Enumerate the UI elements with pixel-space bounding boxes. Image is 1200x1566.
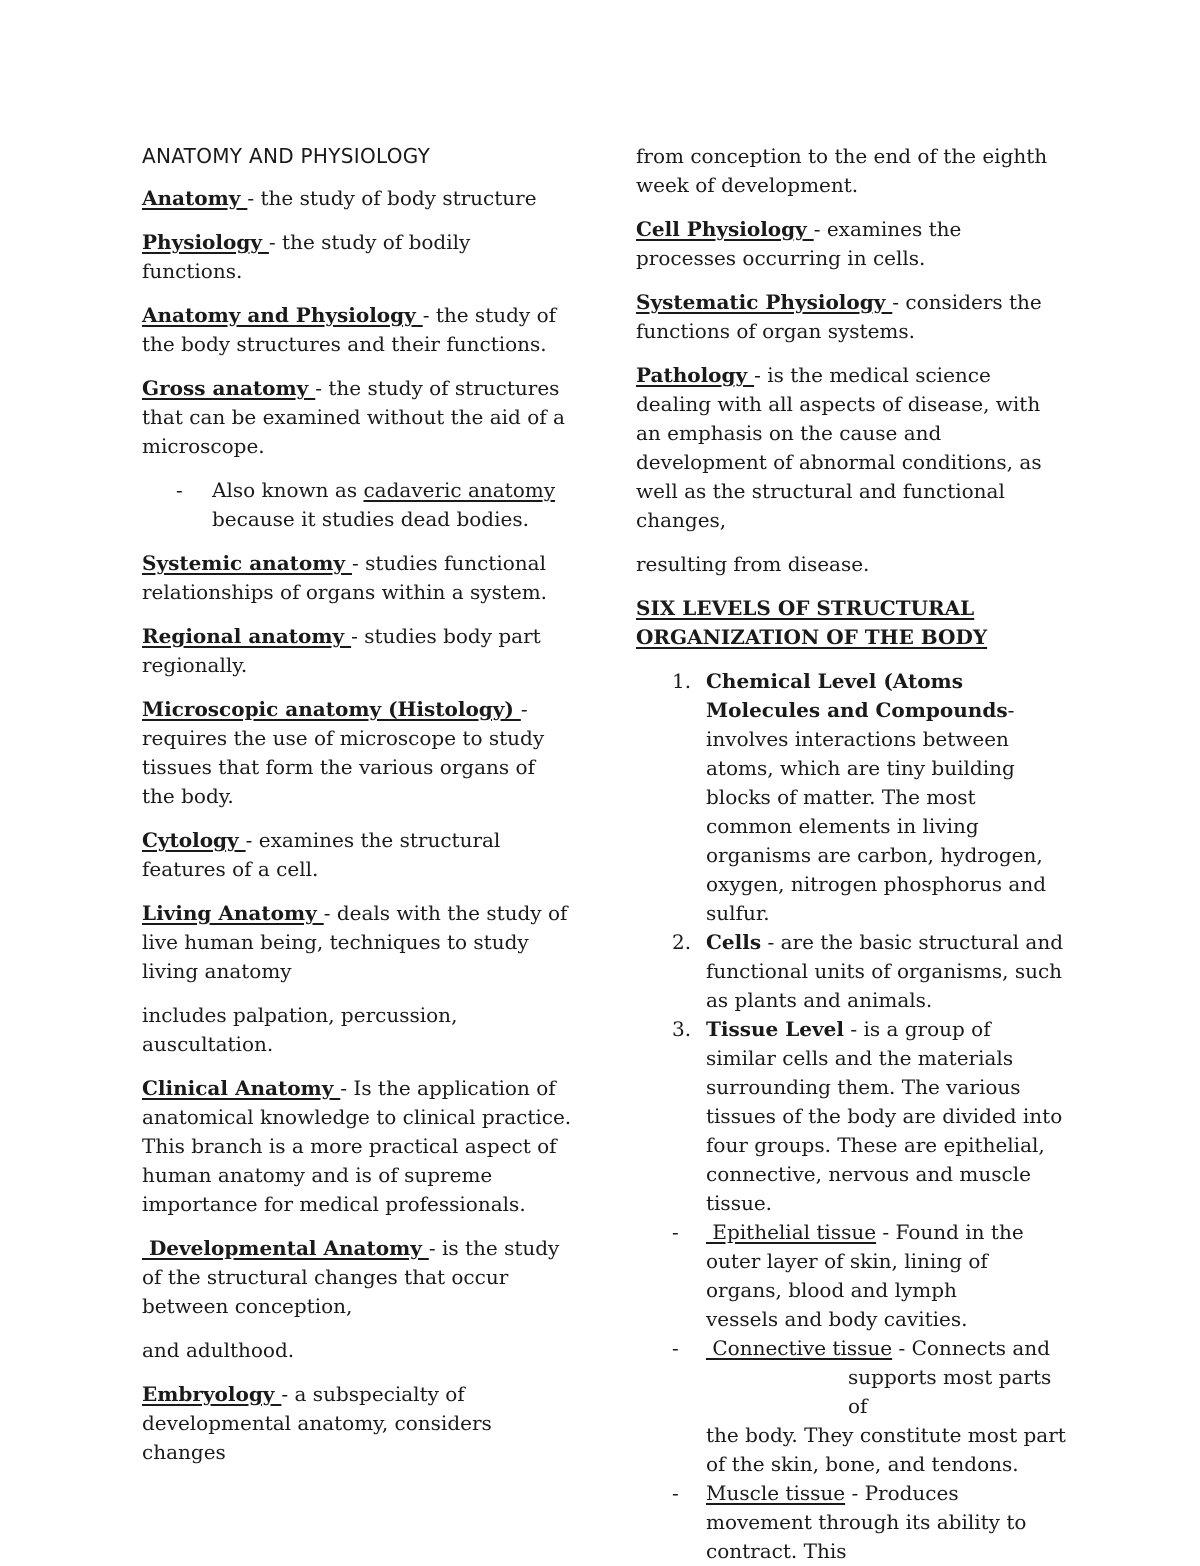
note-text: because it studies dead bodies.	[212, 507, 529, 531]
term: Cytology	[142, 828, 246, 852]
level-definition: - involves interactions between atoms, which are tiny building blocks of matter. The most common elements in living organisms are carbon, hydrogen, oxygen, nitrogen phosphorus and sulfur.	[706, 698, 1047, 925]
definition: - Is the application of anatomical knowledge to clinical practice. This branch is a more practical aspect of human anatomy and is of supreme importance for medical professionals.	[142, 1076, 572, 1216]
level-term: Cells	[706, 930, 762, 954]
dash-bullet: -	[672, 1481, 679, 1505]
left-column	[142, 138, 572, 1482]
term: Cell Physiology	[636, 217, 814, 241]
tissue-definition: - Found in the outer layer of skin, lining of organs, blood and lymph	[706, 1220, 1024, 1302]
dash-bullet: -	[176, 478, 183, 502]
term: Pathology	[636, 363, 755, 387]
def-living-anatomy	[142, 899, 572, 986]
def-physiology	[142, 228, 572, 286]
definition: - the study of structures that can be examined without the aid of a microscope.	[142, 376, 565, 458]
term: Microscopic anatomy (Histology)	[142, 697, 521, 721]
def-clinical-anatomy	[142, 1074, 572, 1219]
definition: - the study of body structure	[247, 186, 537, 210]
definition: - requires the use of microscope to study tissues that form the various organs of the body.	[142, 697, 545, 808]
page-title: ANATOMY AND PHYSIOLOGY	[142, 144, 431, 168]
level-term: Tissue Level	[706, 1017, 844, 1041]
definition: - is the medical science dealing with all aspects of disease, with an emphasis on the cause and development of abnormal conditions, as well as the structural and functional changes,	[636, 363, 1042, 532]
term: Regional anatomy	[142, 624, 352, 648]
def-anatomy	[142, 184, 572, 213]
term: Gross anatomy	[142, 376, 316, 400]
level-definition: - are the basic structural and functional units of organisms, such as plants and animals.	[706, 930, 1064, 1012]
level-term: Chemical Level (Atoms Molecules and Compounds	[706, 669, 1008, 722]
embryology-continuation: from conception to the end of the eighth week of development.	[636, 144, 1048, 197]
tissue-continuation: the body. They constitute most part of the skin, bone, and tendons.	[706, 1423, 1066, 1476]
level-definition: - is a group of similar cells and the materials surrounding them. The various tissues of the body are divided into four groups. These are epithelial, connective, nervous and muscle tissue.	[706, 1017, 1063, 1215]
tissue-definition: - Connects and	[892, 1336, 1050, 1360]
tissue-epithelial	[636, 1218, 1066, 1334]
list-item	[636, 928, 1066, 1015]
note-underlined-term: cadaveric anatomy	[363, 478, 556, 502]
term: Physiology	[142, 230, 269, 254]
dash-bullet: -	[672, 1336, 679, 1360]
def-anatomy-and-physiology	[142, 301, 572, 359]
definition: - considers the functions of organ systems.	[636, 290, 1042, 343]
def-developmental-anatomy	[142, 1234, 572, 1321]
list-item	[636, 1015, 1066, 1218]
tissue-continuation: supports most parts of	[848, 1365, 1052, 1418]
def-embryology	[142, 1380, 572, 1467]
list-item	[636, 667, 1066, 928]
term: Systemic anatomy	[142, 551, 352, 575]
term: Embryology	[142, 1382, 282, 1406]
levels-list	[636, 667, 1066, 1566]
right-column	[636, 142, 1066, 1566]
dash-bullet: -	[672, 1220, 679, 1244]
pathology-continuation: resulting from disease.	[636, 552, 870, 576]
term: Developmental Anatomy	[142, 1236, 429, 1260]
tissue-term: Epithelial tissue	[706, 1220, 877, 1244]
list-number: 3.	[672, 1017, 692, 1041]
definition: - studies functional relationships of organs within a system.	[142, 551, 548, 604]
section-heading: SIX LEVELS OF STRUCTURAL ORGANIZATION OF THE BODY	[636, 596, 988, 649]
term: Systematic Physiology	[636, 290, 893, 314]
definition: - the study of the body structures and their functions.	[142, 303, 557, 356]
living-anatomy-continuation: includes palpation, percussion, auscultation.	[142, 1003, 458, 1056]
definition: - the study of bodily functions.	[142, 230, 471, 283]
def-cytology	[142, 826, 572, 884]
def-gross-anatomy	[142, 374, 572, 461]
definition: - a subspecialty of developmental anatomy, considers changes	[142, 1382, 492, 1464]
definition: - is the study of the structural changes that occur between conception,	[142, 1236, 560, 1318]
tissue-connective	[636, 1334, 1066, 1479]
tissue-continuation: vessels and body cavities.	[706, 1307, 968, 1331]
term: Living Anatomy	[142, 901, 324, 925]
def-cell-physiology	[636, 215, 1066, 273]
definition: - studies body part regionally.	[142, 624, 541, 677]
tissue-definition: - Produces movement through its ability to contract. This	[706, 1481, 1027, 1563]
term: Anatomy	[142, 186, 248, 210]
list-number: 2.	[672, 930, 692, 954]
list-number: 1.	[672, 669, 692, 693]
tissue-term: Connective tissue	[706, 1336, 893, 1360]
term: Anatomy and Physiology	[142, 303, 423, 327]
definition: - examines the structural features of a cell.	[142, 828, 501, 881]
term: Clinical Anatomy	[142, 1076, 341, 1100]
def-systematic-physiology	[636, 288, 1066, 346]
def-pathology	[636, 361, 1066, 535]
tissue-term: Muscle tissue	[706, 1481, 846, 1505]
definition: - deals with the study of live human being, techniques to study living anatomy	[142, 901, 568, 983]
note-text: Also known as	[212, 478, 364, 502]
def-microscopic-anatomy	[142, 695, 572, 811]
gross-anatomy-note	[142, 476, 572, 534]
definition: - examines the processes occurring in cells.	[636, 217, 962, 270]
def-systemic-anatomy	[142, 549, 572, 607]
def-regional-anatomy	[142, 622, 572, 680]
developmental-continuation: and adulthood.	[142, 1338, 295, 1362]
